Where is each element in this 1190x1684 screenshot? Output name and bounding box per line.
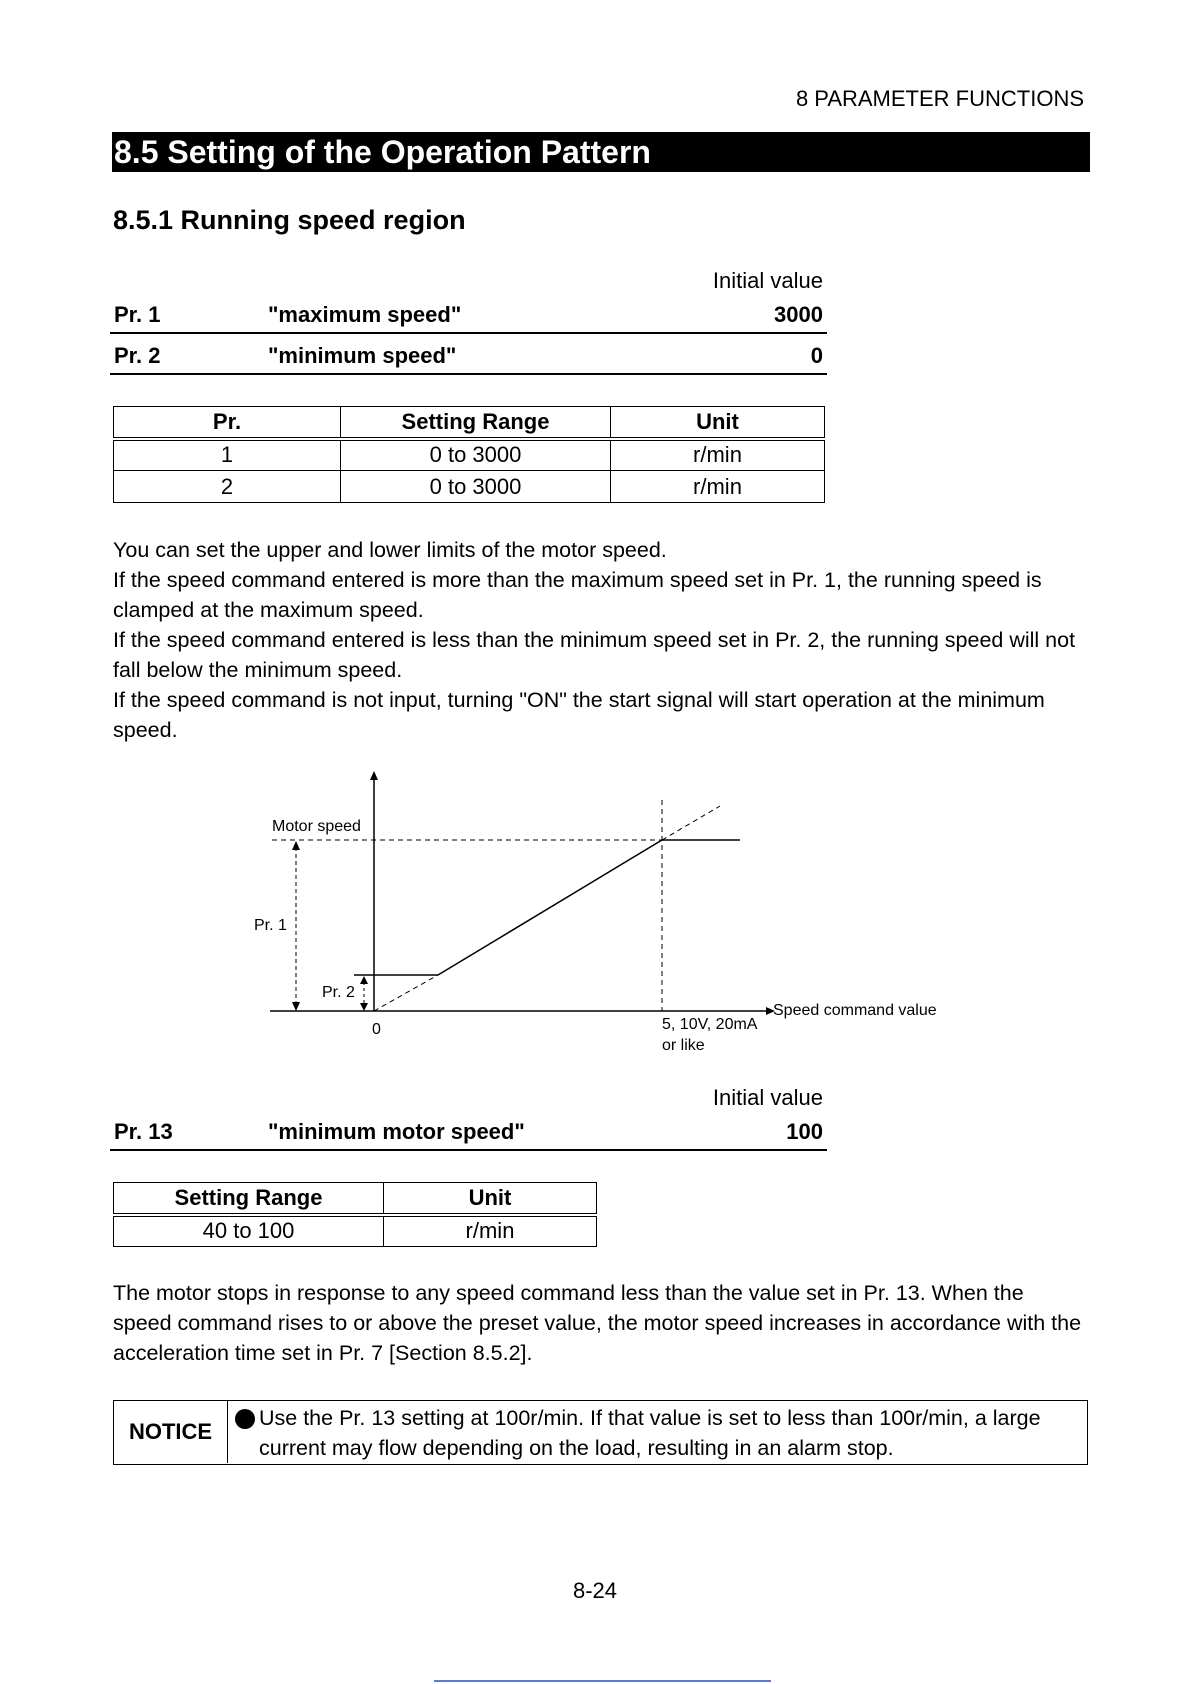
table-header-cell: Unit [384, 1183, 597, 1215]
section-title: 8.5 Setting of the Operation Pattern [112, 132, 1090, 172]
pr2-arrow-down [360, 1003, 368, 1011]
page-number: 8-24 [572, 1578, 618, 1603]
notice-label: NOTICE [114, 1401, 228, 1463]
param-number: Pr. 13 [114, 1119, 173, 1144]
speed-region-diagram [0, 760, 1190, 1060]
table-header-row [114, 1183, 597, 1215]
x-axis-label: Speed command value [773, 1002, 937, 1019]
extension-dashed-line [662, 806, 720, 840]
table-cell: r/min [611, 471, 825, 503]
x-max-label-sub: or like [662, 1037, 705, 1054]
table-cell: 0 to 3000 [341, 439, 611, 471]
param-initial-value: 100 [786, 1119, 823, 1144]
table-cell: r/min [384, 1215, 597, 1247]
pr1-label: Pr. 1 [254, 917, 287, 934]
table-header-row [114, 407, 825, 439]
speed-slope-line [438, 840, 662, 975]
origin-label: 0 [372, 1021, 381, 1038]
y-axis-label: Motor speed [272, 818, 361, 835]
description-min-motor-speed [113, 1278, 1083, 1368]
param-row-pr1 [110, 294, 827, 334]
description-line: You can set the upper and lower limits of the motor speed. [113, 538, 667, 562]
table-cell: 1 [114, 439, 341, 471]
description-line: If the speed command entered is less than the minimum speed set in Pr. 2, the running speed will not fall below the minimum speed. [113, 628, 1076, 682]
pr2-label: Pr. 2 [322, 984, 355, 1001]
pr2-arrow-up [360, 976, 368, 984]
param-name: "maximum speed" [268, 302, 462, 327]
param-initial-value: 0 [810, 343, 823, 368]
table-cell: r/min [611, 439, 825, 471]
table-row [114, 1215, 597, 1247]
param-number: Pr. 1 [114, 302, 161, 327]
table-row [114, 439, 825, 471]
table-cell: 40 to 100 [114, 1215, 384, 1247]
description-line: If the speed command entered is more than the maximum speed set in Pr. 1, the running speed is clamped at the maximum speed. [113, 568, 1042, 622]
y-axis-arrow [370, 771, 378, 780]
description-line: The motor stops in response to any speed command less than the value set in Pr. 13. When the speed command rises to or above the preset value, the motor speed increases in accordance with the acceleration time set in Pr. 7 [Section 8.5.2]. [113, 1281, 1082, 1365]
table-cell: 0 to 3000 [341, 471, 611, 503]
param-row-pr13 [110, 1111, 827, 1151]
table-header-cell: Setting Range [114, 1183, 384, 1215]
param-name: "minimum motor speed" [268, 1119, 525, 1144]
bullet-icon [235, 1409, 255, 1429]
notice-text: Use the Pr. 13 setting at 100r/min. If that value is set to less than 100r/min, a large current may flow depending on the load, resulting in an alarm stop. [259, 1406, 1041, 1460]
param-initial-value: 3000 [774, 302, 823, 327]
initial-value-label: Initial value [712, 1085, 823, 1110]
table-row [114, 471, 825, 503]
notice-box [113, 1400, 1088, 1465]
pr1-arrow-down [292, 1002, 300, 1011]
setting-range-table-1 [113, 406, 825, 503]
footer-divider [434, 1680, 771, 1682]
subsection-title: 8.5.1 Running speed region [113, 205, 466, 235]
table-header-cell: Pr. [114, 407, 341, 439]
param-name: "minimum speed" [268, 343, 457, 368]
param-row-pr2 [110, 335, 827, 375]
pr1-arrow-up [292, 841, 300, 850]
description-line: If the speed command is not input, turning "ON" the start signal will start operation at the minimum speed. [113, 688, 1045, 742]
table-header-cell: Setting Range [341, 407, 611, 439]
setting-range-table-2 [113, 1182, 597, 1247]
table-cell: 2 [114, 471, 341, 503]
x-max-label: 5, 10V, 20mA [662, 1016, 758, 1033]
initial-value-label: Initial value [712, 268, 823, 293]
description-speed-limits [113, 535, 1083, 745]
param-number: Pr. 2 [114, 343, 161, 368]
chapter-header: 8 PARAMETER FUNCTIONS [795, 86, 1084, 111]
below-min-dashed-line [374, 975, 438, 1011]
table-header-cell: Unit [611, 407, 825, 439]
